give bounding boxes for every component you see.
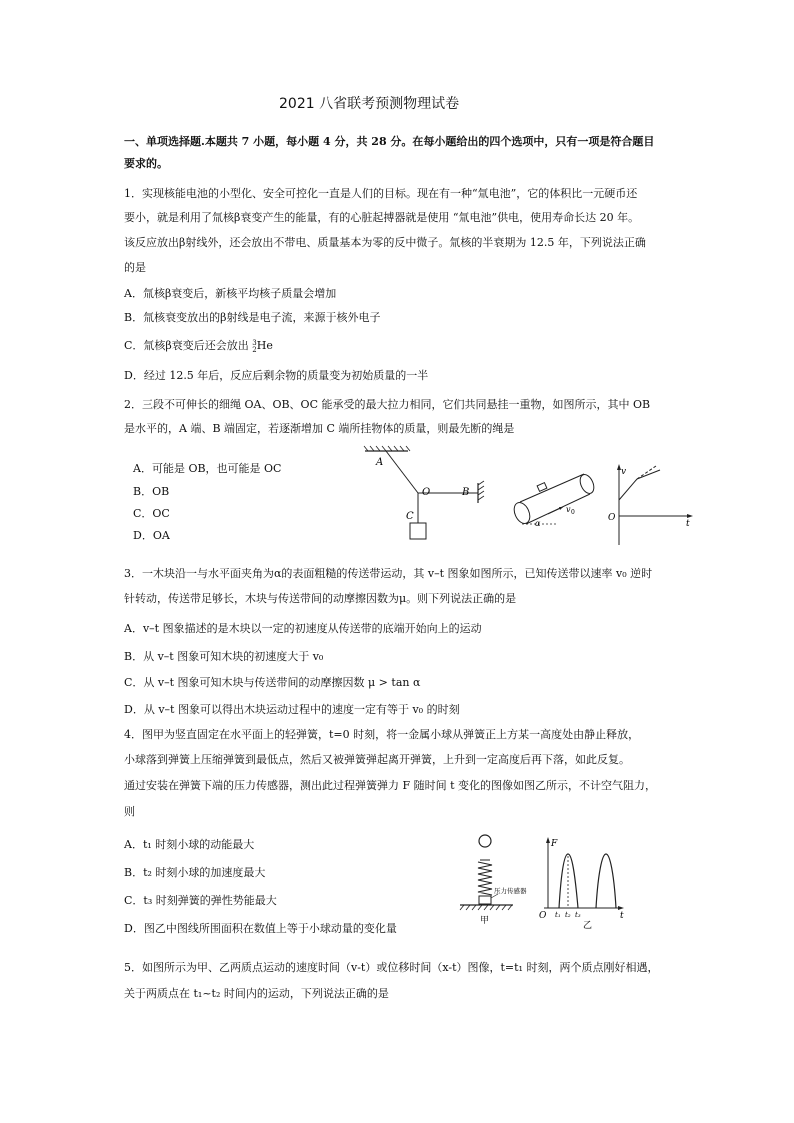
- q4-stem-line1: 4．图甲为竖直固定在水平面上的轻弹簧，t=0 时刻，将一金属小球从弹簧正上方某一高度处由静止释放，: [124, 728, 640, 741]
- q3-vt-graph: [604, 462, 699, 547]
- q1-element-symbol: He: [256, 339, 273, 352]
- section-heading-line1: 一、单项选择题.本题共 7 小题，每小题 4 分，共 28 分。在每小题给出的四个选项中，只有一项是符合题目: [124, 135, 655, 148]
- q4-stem-line2: 小球落到弹簧上压缩弹簧到最低点，然后又被弹簧弹起离开弹簧，上升到一定高度后再下落，如此反复。: [124, 753, 630, 766]
- q3-option-c: C．从 v–t 图象可知木块与传送带间的动摩擦因数 μ > tan α: [124, 676, 421, 689]
- q3-stem-line2: 针转动，传送带足够长，木块与传送带间的动摩擦因数为μ。则下列说法正确的是: [124, 592, 517, 605]
- q3-stem-line1: 3．一木块沿一与水平面夹角为α的表面粗糙的传送带运动，其 v–t 图象如图所示，已知传送带以速率 v₀ 逆时: [124, 567, 653, 580]
- q5-stem-line1: 5．如图所示为甲、乙两质点运动的速度时间（v-t）或位移时间（x-t）图像，t=t₁ 时刻，两个质点刚好相遇，: [124, 961, 659, 974]
- q3-option-b: B．从 v–t 图象可知木块的初速度大于 v₀: [124, 650, 324, 663]
- q2-label-c: C: [406, 511, 414, 522]
- pressure-sensor-label: 压力传感器: [494, 887, 527, 895]
- vt-axis-v: v: [621, 467, 627, 477]
- q1-stem-line4: 的是: [124, 261, 146, 274]
- q1-option-c: [124, 339, 273, 354]
- q5-stem-line2: 关于两质点在 t₁~t₂ 时间内的运动，下列说法正确的是: [124, 987, 389, 1000]
- belt-speed-subscript: 0: [571, 509, 575, 516]
- ft-axis-t: t: [620, 911, 624, 921]
- q1-stem-line3: 该反应放出β射线外，还会放出不带电、质量基本为零的反中微子。氚核的半衰期为 12.5 年，下列说法正确: [124, 236, 646, 249]
- q4-stem-line4: 则: [124, 805, 135, 818]
- q2-label-b: B: [462, 487, 470, 498]
- q4-option-a: A．t₁ 时刻小球的动能最大: [124, 838, 255, 851]
- q1-mass-number: 3: [252, 339, 257, 347]
- page-title: 2021 八省联考预测物理试卷: [279, 96, 460, 112]
- q2-stem-line1: 2．三段不可伸长的细绳 OA、OB、OC 能承受的最大拉力相同，它们共同悬挂一重物，如图所示，其中 OB: [124, 398, 651, 411]
- q4-force-time-graph: [534, 834, 629, 929]
- q4-stem-line3: 通过安装在弹簧下端的压力传感器，测出此过程弹簧弹力 F 随时间 t 变化的图像如图乙所示，不计空气阻力，: [124, 779, 657, 792]
- ft-tick-t1: t₁: [555, 911, 561, 919]
- q3-option-a: A．v–t 图象描述的是木块以一定的初速度从传送带的底端开始向上的运动: [124, 622, 482, 635]
- belt-angle-label: α: [535, 519, 541, 528]
- vt-origin: O: [608, 513, 616, 523]
- q1-charge-number: 2: [252, 346, 257, 354]
- q1-option-b: B．氚核衰变放出的β射线是电子流，来源于核外电子: [124, 311, 381, 324]
- ft-tick-t2: t₂: [565, 911, 571, 919]
- q1-stem-line2: 要小，就是利用了氚核β衰变产生的能量，有的心脏起搏器就是使用 “氚电池”供电，使用寿命长达 20 年。: [124, 211, 640, 224]
- section-heading-line2: 要求的。: [124, 157, 168, 170]
- figure-jia-label: 甲: [480, 916, 490, 926]
- q4-spring-figure: [458, 832, 533, 927]
- q2-stem-line2: 是水平的，A 端、B 端固定，若逐渐增加 C 端所挂物体的质量，则最先断的绳是: [124, 422, 515, 435]
- q2-option-d: D．OA: [133, 529, 170, 542]
- ft-origin: O: [539, 911, 547, 921]
- conveyor-belt-figure: [508, 470, 598, 530]
- q2-option-c: C．OC: [133, 507, 170, 520]
- vt-axis-t: t: [686, 519, 690, 529]
- q1-option-d: D．经过 12.5 年后，反应后剩余物的质量变为初始质量的一半: [124, 369, 429, 382]
- q1-option-a: A．氚核β衰变后，新核平均核子质量会增加: [124, 287, 337, 300]
- belt-speed-label: v: [566, 505, 571, 514]
- q4-option-c: C．t₃ 时刻弹簧的弹性势能最大: [124, 894, 277, 907]
- ft-axis-f: F: [551, 839, 558, 849]
- q3-option-d: D．从 v–t 图象可以得出木块运动过程中的速度一定有等于 v₀ 的时刻: [124, 703, 460, 716]
- ft-tick-t3: t₃: [575, 911, 581, 919]
- q2-option-b: B．OB: [133, 485, 170, 498]
- q2-rope-figure: [360, 445, 495, 545]
- q2-label-a: A: [376, 457, 384, 468]
- q2-label-o: O: [422, 487, 431, 498]
- figure-yi-label: 乙: [583, 921, 593, 931]
- q4-option-b: B．t₂ 时刻小球的加速度最大: [124, 866, 266, 879]
- q4-option-d: D．图乙中图线所围面积在数值上等于小球动量的变化量: [124, 922, 397, 935]
- q1-option-c-text: C．氚核β衰变后还会放出: [124, 339, 249, 352]
- q1-stem-line1: 1．实现核能电池的小型化、安全可控化一直是人们的目标。现在有一种“氚电池”，它的体积比一元硬币还: [124, 187, 638, 200]
- q2-option-a: A．可能是 OB，也可能是 OC: [133, 462, 282, 475]
